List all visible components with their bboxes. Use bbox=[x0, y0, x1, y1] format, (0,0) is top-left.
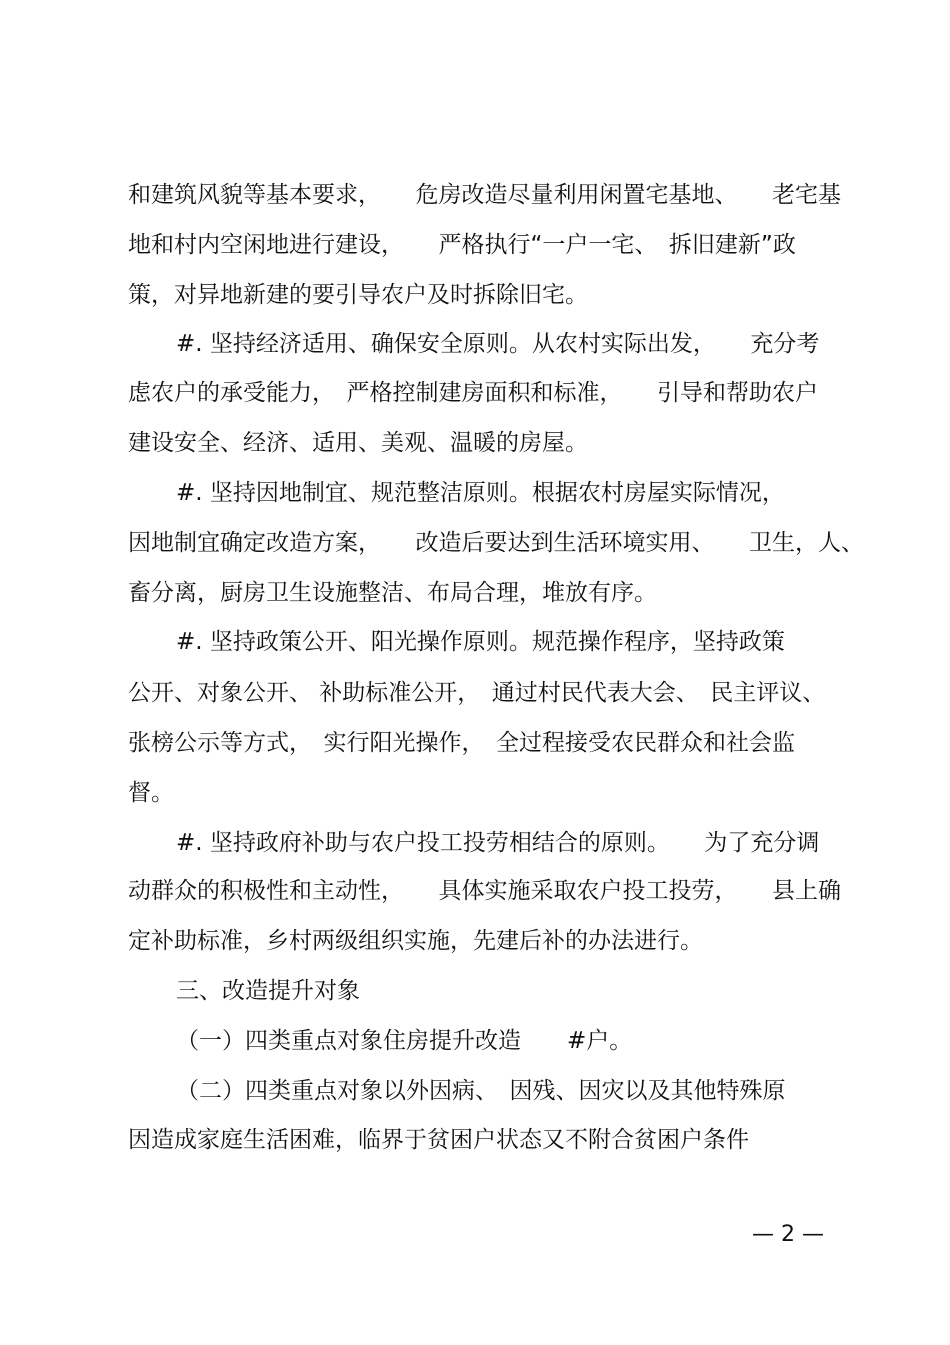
text-line: 定补助标准，乡村两级组织实施，先建后补的办法进行。 bbox=[128, 928, 703, 954]
text-line: 畜分离，厨房卫生设施整洁、布局合理，堆放有序。 bbox=[128, 580, 657, 606]
text-line: （二）四类重点对象以外因病、 因残、因灾以及其他特殊原 bbox=[176, 1078, 786, 1104]
text-line: 虑农户的承受能力， 严格控制建房面积和标准， 引导和帮助农户 bbox=[128, 380, 818, 406]
text-line: 因造成家庭生活困难，临界于贫困户状态又不附合贫困户条件 bbox=[128, 1127, 749, 1153]
text-line: 动群众的积极性和主动性， 具体实施采取农户投工投劳， 县上确 bbox=[128, 878, 841, 904]
text-line: #. 坚持经济适用、确保安全原则。从农村实际出发， 充分考 bbox=[176, 331, 820, 357]
page-number: — 2 — bbox=[752, 1222, 824, 1247]
text-line: 因地制宜确定改造方案， 改造后要达到生活环境实用、 卫生，人、 bbox=[128, 530, 864, 556]
text-line: 督。 bbox=[128, 780, 174, 806]
text-line: #. 坚持政策公开、阳光操作原则。规范操作程序，坚持政策 bbox=[176, 629, 785, 655]
text-line: #. 坚持政府补助与农户投工投劳相结合的原则。 为了充分调 bbox=[176, 830, 820, 856]
text-line: 公开、对象公开、 补助标准公开， 通过村民代表大会、 民主评议、 bbox=[128, 680, 826, 706]
text-line: （一）四类重点对象住房提升改造 #户。 bbox=[176, 1028, 633, 1054]
text-line: 建设安全、经济、适用、美观、温暖的房屋。 bbox=[128, 430, 588, 456]
text-line: 张榜公示等方式， 实行阳光操作， 全过程接受农民群众和社会监 bbox=[128, 730, 795, 756]
section-heading: 三、改造提升对象 bbox=[176, 978, 360, 1004]
text-line: 地和村内空闲地进行建设， 严格执行“一户一宅、 拆旧建新”政 bbox=[128, 232, 796, 258]
text-line: #. 坚持因地制宜、规范整洁原则。根据农村房屋实际情况， bbox=[176, 480, 785, 506]
text-line: 策，对异地新建的要引导农户及时拆除旧宅。 bbox=[128, 282, 588, 308]
text-line: 和建筑风貌等基本要求， 危房改造尽量利用闲置宅基地、 老宅基 bbox=[128, 182, 841, 208]
